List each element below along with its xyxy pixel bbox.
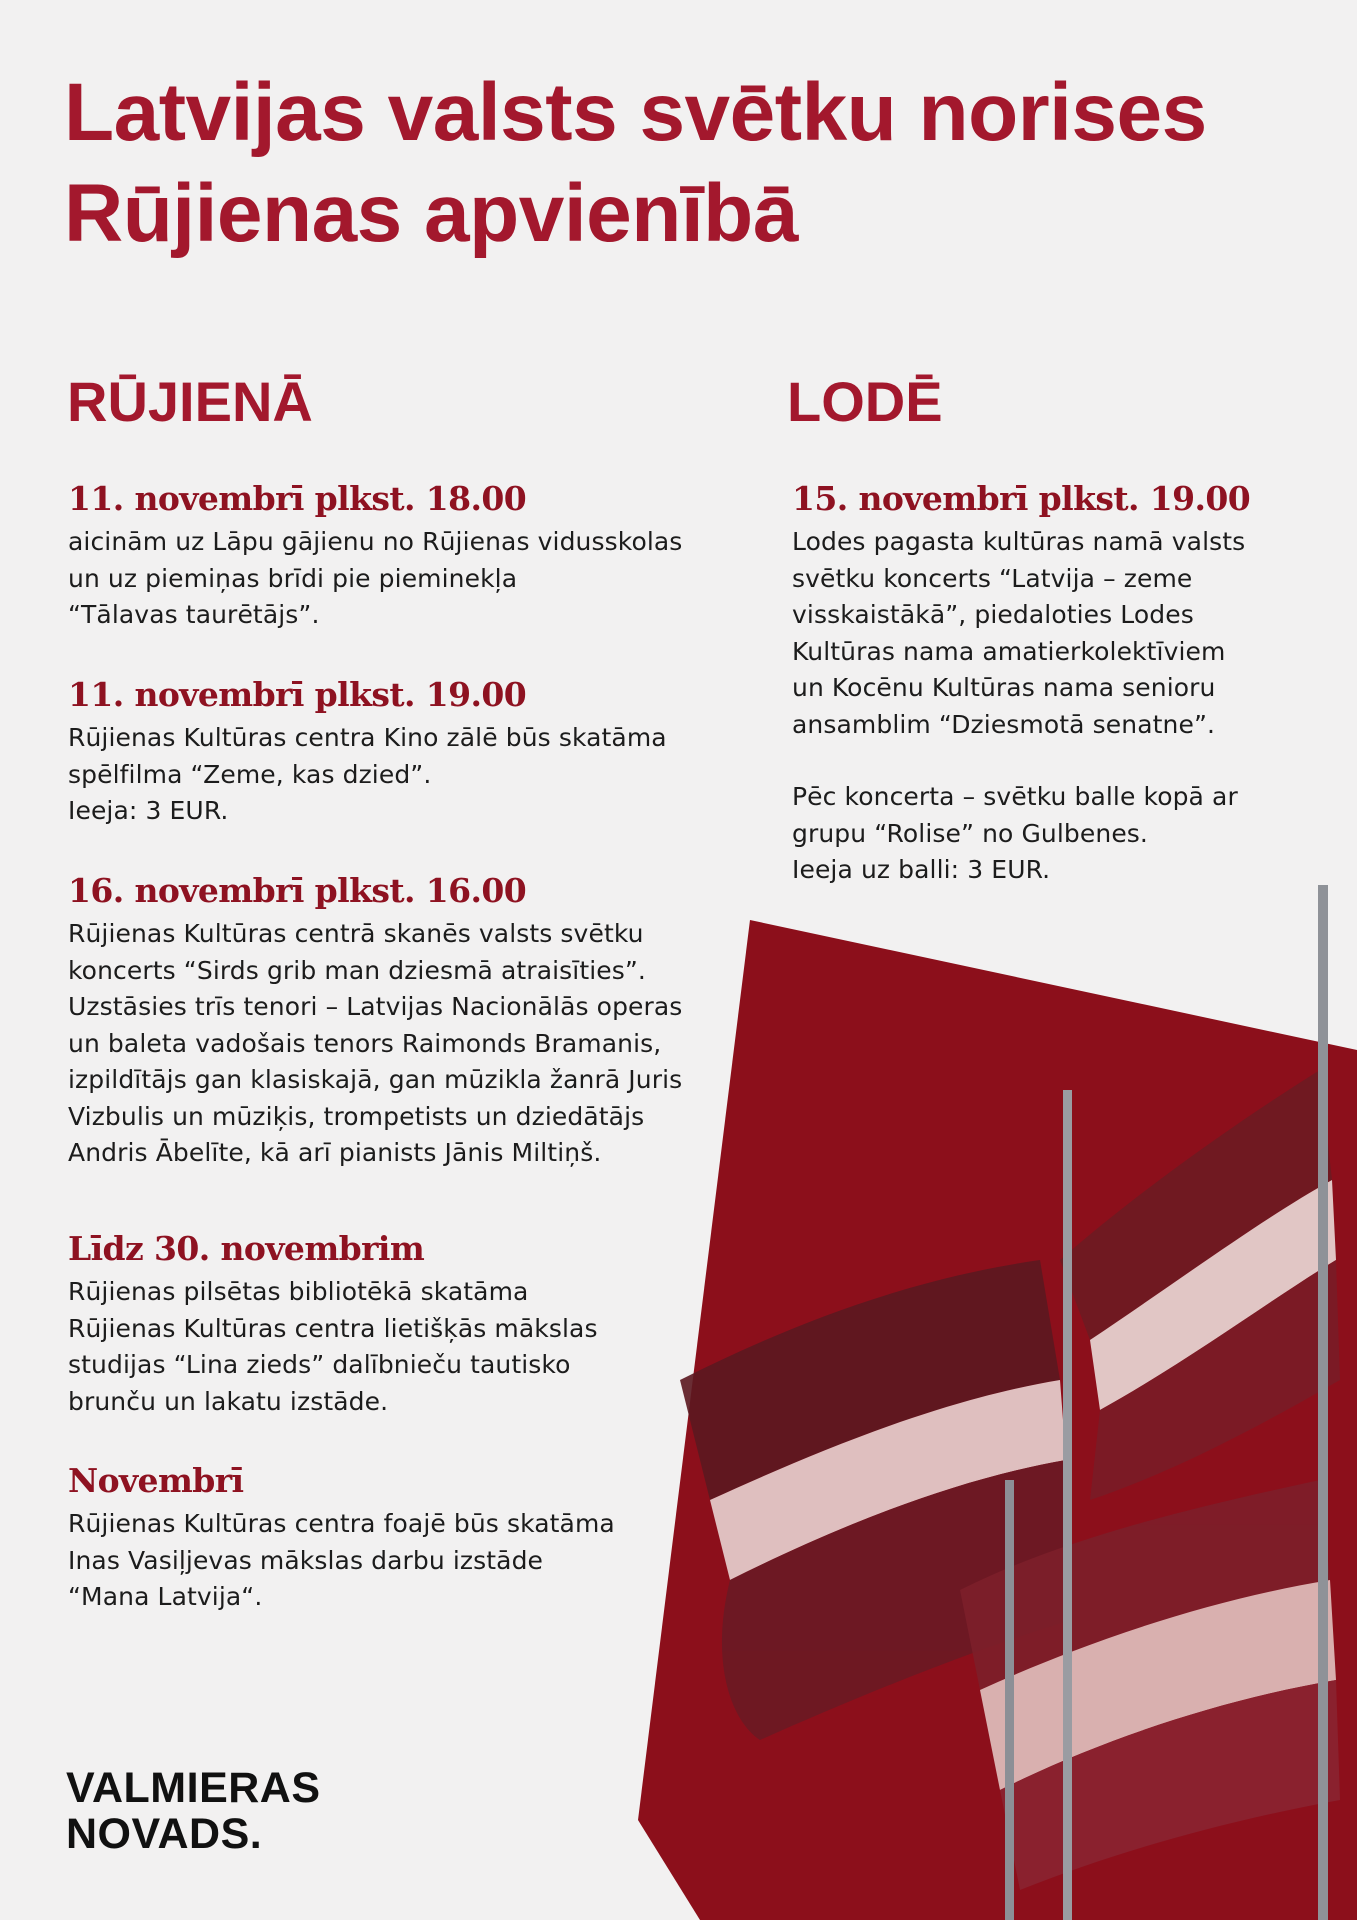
event-date: 15. novembrī plkst. 19.00 <box>792 479 1251 518</box>
event-date: Novembrī <box>68 1461 244 1500</box>
rujiena-event-2 <box>68 674 728 830</box>
event-date: 11. novembrī plkst. 18.00 <box>68 479 527 518</box>
page-title-line-1: Latvijas valsts svētku norises <box>64 67 1207 158</box>
page-title-line-2: Rūjienas apvienībā <box>64 168 798 259</box>
flag-pole-middle <box>1063 1090 1072 1920</box>
valmieras-novads-logo: VALMIERAS NOVADS. <box>66 1764 321 1858</box>
flag-pole-left <box>1005 1480 1014 1920</box>
event-description: Rūjienas Kultūras centra foajē būs skatāma Inas Vasiļjevas mākslas darbu izstāde “Mana Latvija“. <box>68 1509 615 1611</box>
rujiena-event-1 <box>68 478 728 634</box>
event-description: Rūjienas Kultūras centrā skanēs valsts svētku koncerts “Sirds grib man dziesmā atraisīties”. Uzstāsies trīs tenori – Latvijas Nacionālās operas un baleta vadošais tenors Raimonds Bramanis, izpildītājs gan klasiskajā, gan mūzikla žanrā Juris Vizbulis un mūziķis, trompetists un dziedātājs Andris Ābelīte, kā arī pianists Jānis Miltiņš. <box>68 919 683 1167</box>
rujiena-event-4 <box>68 1228 708 1420</box>
rujiena-heading: RŪJIENĀ <box>67 370 313 433</box>
event-description: aicinām uz Lāpu gājienu no Rūjienas vidusskolas un uz piemiņas brīdi pie pieminekļa “Tālavas taurētājs”. <box>68 527 683 629</box>
event-description: Rūjienas Kultūras centra Kino zālē būs skatāma spēlfilma “Zeme, kas dzied”. Ieeja: 3 EUR. <box>68 723 667 825</box>
event-description: Rūjienas pilsētas bibliotēkā skatāma Rūjienas Kultūras centra lietišķās mākslas studijas “Lina zieds” dalībnieču tautisko brunču un lakatu izstāde. <box>68 1277 598 1416</box>
rujiena-event-5 <box>68 1460 708 1616</box>
flag-pole-right <box>1318 885 1328 1920</box>
latvian-flags-illustration <box>620 860 1357 1920</box>
lode-heading: LODĒ <box>787 370 943 433</box>
event-date: 16. novembrī plkst. 16.00 <box>68 871 527 910</box>
lode-event <box>792 478 1332 889</box>
event-description: Lodes pagasta kultūras namā valsts svētku koncerts “Latvija – zeme visskaistākā”, piedaloties Lodes Kultūras nama amatierkolektīviem un Kocēnu Kultūras nama senioru ansamblim “Dziesmotā senatne”. <box>792 527 1246 739</box>
event-date: Līdz 30. novembrim <box>68 1229 425 1268</box>
event-date: 11. novembrī plkst. 19.00 <box>68 675 527 714</box>
event-afterparty: Pēc koncerta – svētku balle kopā ar grupu “Rolise” no Gulbenes. Ieeja uz balli: 3 EUR. <box>792 782 1238 884</box>
page-title <box>64 62 1324 264</box>
